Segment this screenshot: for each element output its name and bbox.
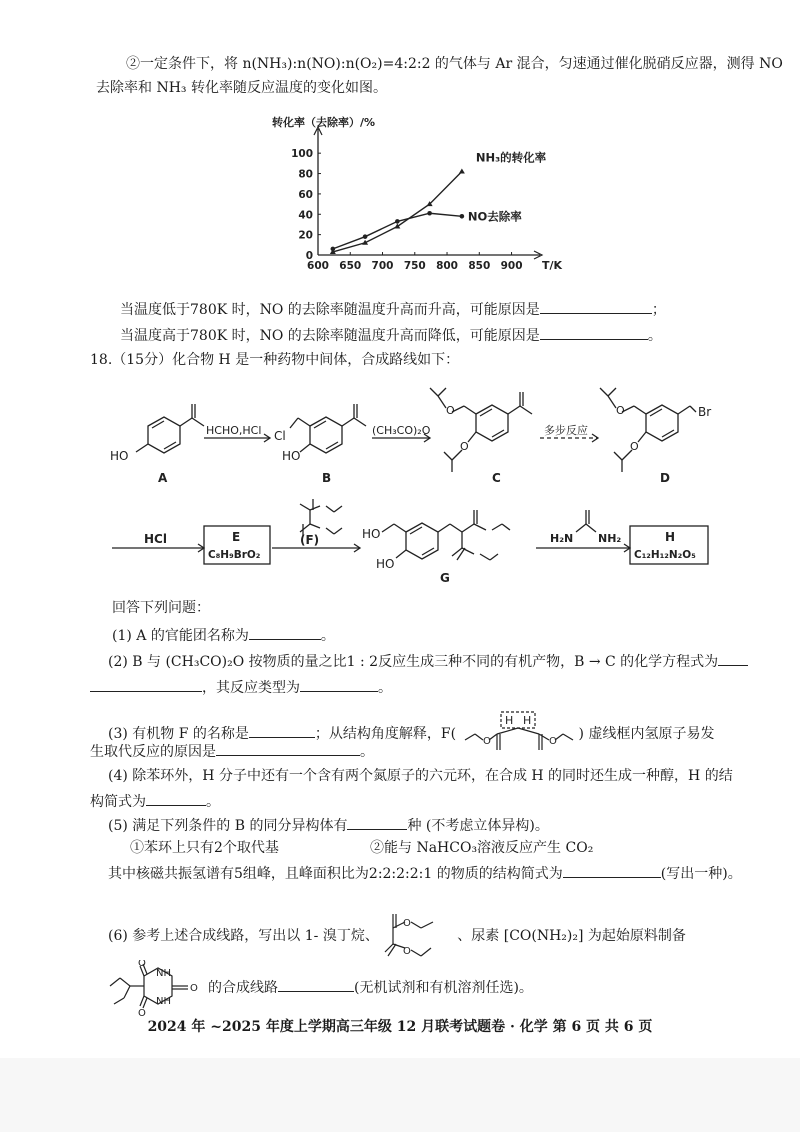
target-nh1: NH	[156, 968, 171, 979]
target-o2: O	[138, 1008, 146, 1016]
answer-blank[interactable]	[90, 676, 202, 692]
x-axis-label: T/K	[542, 259, 563, 272]
q18-header: 18.（15分）化合物 H 是一种药物中间体，合成路线如下：	[90, 352, 460, 368]
data-point	[459, 169, 465, 174]
synthesis-route-row1	[100, 374, 800, 494]
series-label: NO去除率	[467, 209, 522, 224]
y-tick-label: 20	[298, 229, 313, 242]
answer-blank[interactable]	[146, 790, 206, 806]
compound-a-ho: HO	[110, 449, 129, 463]
urea-structure	[576, 510, 596, 532]
inline-h1: H	[504, 714, 513, 727]
y-tick-label: 100	[291, 148, 313, 161]
compound-b-cl: Cl	[274, 429, 286, 443]
inline-h2: H	[522, 714, 531, 727]
x-tick-label: 800	[436, 260, 458, 272]
reagent-bc: (CH₃CO)₂O	[372, 424, 431, 437]
malonate-o2: O	[403, 946, 412, 957]
q18-sub6b: NH NH O O O 的合成线路 (无机试剂和有机溶剂任选)。	[100, 960, 533, 1000]
target-o1: O	[138, 960, 146, 969]
data-point	[395, 219, 400, 224]
answer-blank[interactable]	[540, 298, 652, 314]
label-c: C	[492, 471, 501, 485]
diethyl-malonate-structure	[383, 908, 457, 964]
urea-n2: NH₂	[598, 532, 622, 545]
reagent-de: HCl	[144, 532, 167, 546]
series-line-1	[333, 213, 462, 249]
data-point	[427, 211, 432, 216]
series-label: NH₃的转化率	[475, 150, 547, 165]
urea-n1: H₂N	[550, 532, 574, 545]
compound-d-br: Br	[698, 405, 712, 419]
malonate-inline-structure	[461, 710, 579, 758]
chart-series	[330, 151, 547, 254]
q18-cond1: ①苯环上只有2个取代基	[130, 840, 279, 856]
answer-blank[interactable]	[718, 650, 748, 666]
compound-g-ho1: HO	[362, 527, 381, 541]
q18-sub3a: (3) 有机物 F 的名称是 ；从结构角度解释，F( H H O O ) 虚线框内氢原子易发	[108, 710, 714, 758]
target-nh2: NH	[156, 996, 171, 1007]
compound-f-structure	[300, 499, 342, 536]
data-point	[460, 214, 465, 219]
inline-o1: O	[482, 736, 491, 747]
compound-a-structure	[136, 404, 204, 453]
answer-blank[interactable]	[278, 976, 354, 992]
q18-ask-title: 回答下列问题：	[112, 600, 210, 616]
q18-sub5a: (5) 满足下列条件的 B 的同分异构体有 种 (不考虑立体异构)。	[108, 814, 549, 836]
y-tick-label: 80	[298, 168, 313, 181]
y-tick-label: 0	[305, 250, 313, 262]
q18-sub6a: (6) 参考上述合成线路，写出以 1- 溴丁烷、 O O 、尿素 [CO(NH₂)₂] 为起始原料制备	[108, 908, 686, 964]
q18-sub2b: ，其反应类型为 。	[90, 676, 392, 698]
compound-c-o2: O	[460, 440, 469, 453]
answer-blank[interactable]	[249, 722, 315, 738]
x-tick-label: 650	[339, 260, 362, 272]
answer-blank[interactable]	[300, 676, 378, 692]
answer-blank[interactable]	[347, 814, 407, 830]
y-axis-label: 转化率（去除率）/%	[272, 116, 376, 129]
barbiturate-target-structure	[100, 960, 208, 1016]
x-tick-label: 850	[468, 260, 491, 272]
q18-sub1: (1) A 的官能团名称为 。	[112, 624, 335, 646]
y-tick-label: 60	[298, 188, 313, 201]
compound-c-o1: O	[446, 404, 455, 417]
x-tick-label: 700	[371, 260, 394, 272]
compound-c-structure	[430, 388, 532, 472]
answer-blank[interactable]	[216, 740, 360, 756]
series-line-0	[333, 172, 462, 252]
label-g: G	[440, 571, 450, 585]
compound-b-structure	[290, 404, 366, 453]
q18-sub4a: (4) 除苯环外，H 分子中还有一个含有两个氮原子的六元环，在合成 H 的同时还生成一种醇，H 的结	[108, 768, 733, 784]
compound-d-structure	[600, 388, 696, 472]
scan-margin	[0, 1058, 800, 1132]
x-tick-label: 750	[403, 260, 426, 272]
malonate-o1: O	[403, 918, 412, 929]
answer-blank[interactable]	[249, 624, 321, 640]
answer-blank[interactable]	[563, 862, 661, 878]
q18-sub2a: (2) B 与 (CH₃CO)₂O 按物质的量之比1 : 2反应生成三种不同的有机产物，B → C 的化学方程式为	[108, 650, 748, 672]
data-point	[363, 234, 368, 239]
data-point	[331, 247, 336, 252]
inline-o2: O	[548, 736, 557, 747]
q18-sub3b: 生取代反应的原因是 。	[90, 740, 374, 762]
box-e-name: E	[232, 530, 241, 544]
reagent-ab: HCHO,HCl	[206, 424, 262, 437]
q17-line2: 去除率和 NH₃ 转化率随反应温度的变化如图。	[96, 80, 387, 96]
y-tick-label: 40	[298, 209, 313, 222]
compound-d-o2: O	[630, 440, 639, 453]
label-f: (F)	[300, 533, 320, 547]
q18-cond2: ②能与 NaHCO₃溶液反应产生 CO₂	[370, 840, 594, 856]
box-h-name: H	[665, 530, 676, 544]
q17-line1: ②一定条件下，将 n(NH₃):n(NO):n(O₂)=4:2:2 的气体与 Ar 混合，匀速通过催化脱硝反应器，测得 NO	[126, 56, 783, 72]
q17-ask2: 当温度高于780K 时，NO 的去除率随温度升高而降低，可能原因是 。	[120, 324, 662, 346]
compound-g-structure	[382, 510, 510, 560]
box-e-formula: C₈H₉BrO₂	[208, 549, 261, 561]
target-o3: O	[190, 983, 198, 994]
box-h-formula: C₁₂H₁₂N₂O₅	[634, 549, 696, 561]
synthesis-route-row2	[100, 496, 800, 596]
x-tick-label: 600	[307, 260, 329, 272]
q17-ask1: 当温度低于780K 时，NO 的去除率随温度升高而升高，可能原因是 ；	[120, 298, 666, 320]
x-tick-label: 900	[500, 260, 523, 272]
chart-axes	[272, 115, 563, 272]
q18-sub5b: 其中核磁共振氢谱有5组峰，且峰面积比为2:2:2:2:1 的物质的结构简式为 (写出一种)。	[108, 862, 742, 884]
label-b: B	[322, 471, 332, 485]
q18-sub4b: 构简式为 。	[90, 790, 220, 812]
compound-b-ho: HO	[282, 449, 301, 463]
compound-d-o1: O	[616, 404, 625, 417]
conversion-chart	[270, 112, 570, 282]
reagent-cd: 多步反应	[544, 424, 588, 437]
compound-g-ho2: HO	[376, 557, 395, 571]
label-d: D	[660, 471, 670, 485]
answer-blank[interactable]	[540, 324, 648, 340]
page-footer: 2024 年 ~2025 年度上学期高三年级 12 月联考试题卷 · 化学 第 6 页 共 6 页	[147, 1019, 653, 1035]
label-a: A	[158, 471, 168, 485]
